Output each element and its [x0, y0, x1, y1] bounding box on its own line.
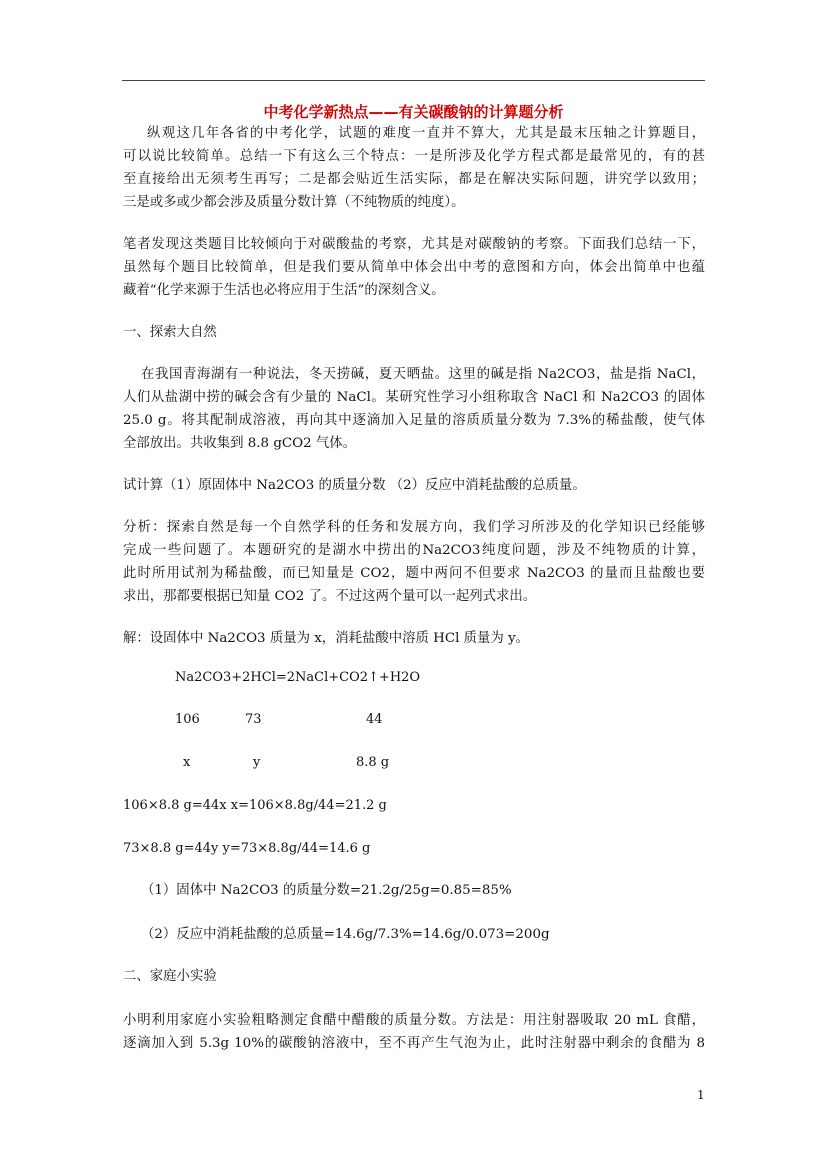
chemical-equation: Na2CO3+2HCl=2NaCl+CO2↑+H2O [175, 670, 421, 685]
para2-line-2: 虽然每个题目比较简单，但是我们要从简单中体会出中考的意图和方向，体会出简单中也蕴 [123, 260, 705, 275]
analysis-line-1: 分析：探索自然是每一个自然学科的任务和发展方向，我们学习所涉及的化学知识已经能够 [123, 520, 705, 535]
var-8-8g: 8.8 g [356, 755, 390, 770]
problem1-line-3: 25.0 g。将其配制成溶液，再向其中逐滴加入足量的溶质质量分数为 7.3%的稀盐酸，使气体 [123, 413, 705, 428]
calc-line-2: 73×8.8 g=44y y=73×8.8g/44=14.6 g [123, 841, 371, 856]
problem1-line-1: 在我国青海湖有一种说法，冬天捞碱，夏天晒盐。这里的碱是指 Na2CO3，盐是指 NaCl， [141, 367, 705, 382]
ratio-73: 73 [245, 712, 262, 727]
page-number: 1 [697, 1088, 705, 1102]
solution-intro: 解：设固体中 Na2CO3 质量为 x，消耗盐酸中溶质 HCl 质量为 y。 [123, 631, 530, 646]
var-y: y [253, 755, 261, 770]
problem1-line-4: 全部放出。共收集到 8.8 gCO2 气体。 [123, 436, 357, 451]
analysis-line-2: 完成一些问题了。本题研究的是湖水中捞出的Na2CO3纯度问题，涉及不纯物质的计算， [123, 543, 705, 558]
question-1: 试计算（1）原固体中 Na2CO3 的质量分数 （2）反应中消耗盐酸的总质量。 [123, 478, 586, 493]
header-rule [122, 80, 705, 81]
intro-line-3: 至直接给出无须考生再写；二是都会贴近生活实际，都是在解决实际问题，讲究学以致用； [123, 172, 705, 187]
answer-1: （1）固体中 Na2CO3 的质量分数=21.2g/25g=0.85=85% [141, 883, 512, 898]
document-title: 中考化学新热点——有关碳酸钠的计算题分析 [263, 103, 564, 121]
analysis-line-4: 求出，那都要根据已知量 CO2 了。不过这两个量可以一起列式求出。 [123, 589, 537, 604]
section-heading-2: 二、家庭小实验 [123, 969, 217, 984]
problem1-line-2: 人们从盐湖中捞的碱会含有少量的 NaCl。某研究性学习小组称取含 NaCl 和 Na2CO3 的固体 [123, 390, 705, 405]
problem2-line-1: 小明利用家庭小实验粗略测定食醋中醋酸的质量分数。方法是：用注射器吸取 20 mL 食醋， [123, 1013, 705, 1028]
para2-line-1: 笔者发现这类题目比较倾向于对碳酸盐的考察，尤其是对碳酸钠的考察。下面我们总结一下， [123, 237, 705, 252]
para2-line-3: 藏着“化学来源于生活也必将应用于生活”的深刻含义。 [123, 283, 445, 298]
var-x: x [183, 755, 191, 770]
ratio-44: 44 [366, 712, 383, 727]
answer-2: （2）反应中消耗盐酸的总质量=14.6g/7.3%=14.6g/0.073=200g [141, 927, 550, 942]
intro-line-2: 可以说比较简单。总结一下有这么三个特点：一是所涉及化学方程式都是最常见的，有的甚 [123, 149, 705, 164]
problem2-line-2: 逐滴加入到 5.3g 10%的碳酸钠溶液中，至不再产生气泡为止，此时注射器中剩余的食醋为 8 [123, 1036, 705, 1051]
intro-line-4: 三是或多或少都会涉及质量分数计算（不纯物质的纯度）。 [123, 195, 465, 210]
intro-line-1: 纵观这几年各省的中考化学，试题的难度一直并不算大，尤其是最末压轴之计算题目， [147, 126, 705, 141]
analysis-line-3: 此时所用试剂为稀盐酸，而已知量是 CO2，题中两问不但要求 Na2CO3 的量而且盐酸也要 [123, 566, 705, 581]
ratio-106: 106 [175, 712, 200, 727]
calc-line-1: 106×8.8 g=44x x=106×8.8g/44=21.2 g [123, 798, 387, 813]
section-heading-1: 一、探索大自然 [123, 325, 217, 340]
